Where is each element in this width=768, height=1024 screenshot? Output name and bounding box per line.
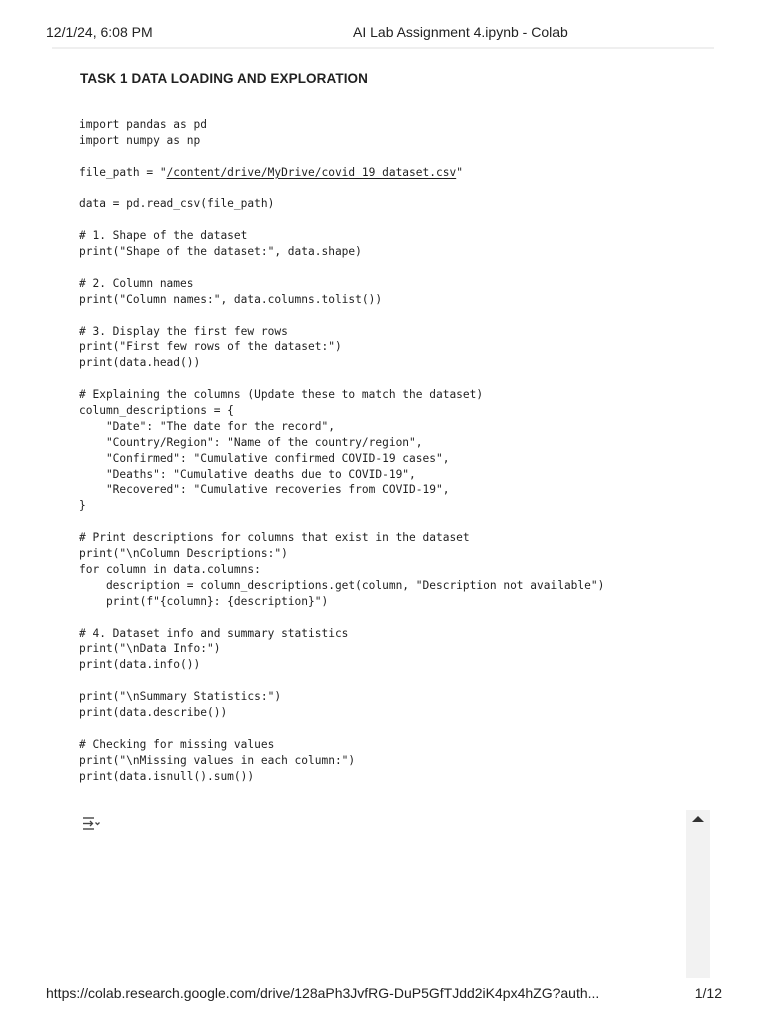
code-line: print(data.head()) bbox=[79, 356, 201, 370]
code-line: # 4. Dataset info and summary statistics bbox=[79, 626, 349, 640]
code-line: print("\nMissing values in each column:") bbox=[79, 753, 356, 767]
code-line: for column in data.columns: bbox=[79, 562, 261, 576]
code-line: import pandas as pd bbox=[79, 118, 207, 131]
code-line: file_path = "/content/drive/MyDrive/covid_19_dataset.csv" bbox=[79, 165, 463, 179]
code-line bbox=[79, 610, 604, 626]
code-cell[interactable] bbox=[79, 117, 604, 784]
code-line: print("First few rows of the dataset:") bbox=[79, 340, 342, 354]
code-line bbox=[79, 514, 604, 530]
page-url: https://colab.research.google.com/drive/128aPh3JvfRG-DuP5GfTJdd2iK4px4hZG?auth... bbox=[46, 985, 600, 1001]
code-line bbox=[79, 673, 604, 689]
section-heading: TASK 1 DATA LOADING AND EXPLORATION bbox=[80, 71, 368, 86]
code-line: # 3. Display the first few rows bbox=[79, 324, 288, 338]
code-line bbox=[79, 260, 604, 276]
code-line: import numpy as np bbox=[79, 133, 201, 147]
print-header bbox=[46, 24, 722, 44]
print-document-title: AI Lab Assignment 4.ipynb - Colab bbox=[353, 24, 568, 40]
code-line: print("\nColumn Descriptions:") bbox=[79, 547, 288, 561]
code-line: print("Shape of the dataset:", data.shape) bbox=[79, 245, 362, 259]
code-line bbox=[79, 308, 604, 324]
print-footer bbox=[46, 985, 722, 1005]
output-collapse-icon-svg bbox=[80, 814, 102, 834]
output-scrollbar[interactable] bbox=[686, 810, 710, 978]
code-line: "Confirmed": "Cumulative confirmed COVID-19 cases", bbox=[79, 451, 450, 465]
code-line: print(data.describe()) bbox=[79, 705, 228, 719]
code-line bbox=[79, 149, 604, 165]
code-line: print("\nSummary Statistics:") bbox=[79, 690, 282, 704]
code-line: # 1. Shape of the dataset bbox=[79, 229, 248, 243]
code-line: print("\nData Info:") bbox=[79, 642, 221, 656]
output-collapse-icon[interactable] bbox=[80, 814, 102, 834]
code-line bbox=[79, 181, 604, 197]
code-line: print("Column names:", data.columns.tolist()) bbox=[79, 292, 383, 306]
code-line: print(data.isnull().sum()) bbox=[79, 769, 255, 783]
code-line bbox=[79, 212, 604, 228]
scroll-up-arrow-icon[interactable] bbox=[692, 816, 704, 822]
code-line: "Deaths": "Cumulative deaths due to COVID-19", bbox=[79, 467, 416, 481]
code-line: "Recovered": "Cumulative recoveries from COVID-19", bbox=[79, 483, 450, 497]
code-line: column_descriptions = { bbox=[79, 404, 234, 418]
code-line: print(f"{column}: {description}") bbox=[79, 594, 329, 608]
print-datetime: 12/1/24, 6:08 PM bbox=[46, 24, 153, 40]
header-divider bbox=[52, 47, 714, 49]
page-number: 1/12 bbox=[694, 985, 722, 1001]
code-line: # Print descriptions for columns that exist in the dataset bbox=[79, 531, 470, 545]
code-line: data = pd.read_csv(file_path) bbox=[79, 197, 275, 211]
code-line: # 2. Column names bbox=[79, 276, 194, 290]
code-line: # Explaining the columns (Update these to match the dataset) bbox=[79, 388, 484, 402]
code-line: print(data.info()) bbox=[79, 658, 201, 672]
code-line: description = column_descriptions.get(column, "Description not available") bbox=[79, 578, 605, 592]
code-line: "Country/Region": "Name of the country/region", bbox=[79, 435, 423, 449]
code-line bbox=[79, 721, 604, 737]
code-line bbox=[79, 371, 604, 387]
code-line: } bbox=[79, 499, 86, 513]
code-line: "Date": "The date for the record", bbox=[79, 419, 335, 433]
file-path-link[interactable]: /content/drive/MyDrive/covid_19_dataset.csv bbox=[166, 165, 457, 179]
code-line: # Checking for missing values bbox=[79, 737, 275, 751]
